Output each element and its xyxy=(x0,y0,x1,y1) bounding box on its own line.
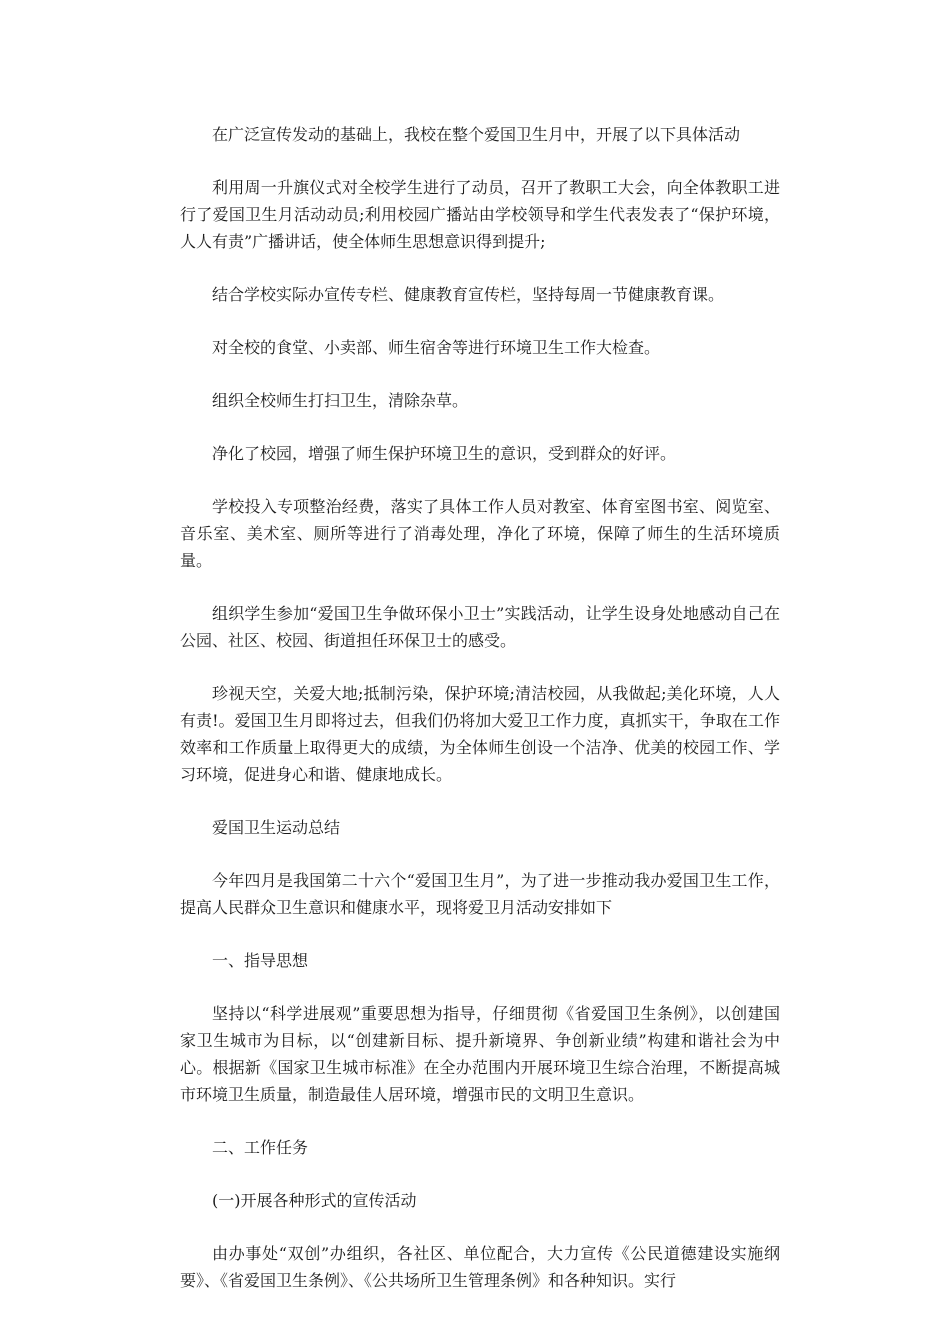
paragraph-cleanup: 组织全校师生打扫卫生，清除杂草。 xyxy=(212,391,469,410)
paragraph-closing: 珍视天空，关爱大地;抵制污染，保护环境;清洁校园，从我做起;美化环境，人人有责!。爱国卫生月即将过去，但我们仍将加大爱卫工作力度，真抓实干，争取在工作效率和工作质量上取得更大的成绩，为全体师生创设一个洁净、优美的校园工作、学习环境，促进身心和谐、健康地成长。 xyxy=(180,684,780,784)
document-body xyxy=(180,121,780,1320)
paragraph-activities-intro: 在广泛宣传发动的基础上，我校在整个爱国卫生月中，开展了以下具体活动 xyxy=(212,125,741,144)
section-heading-tasks: 二、工作任务 xyxy=(212,1138,309,1157)
paragraph-inspection: 对全校的食堂、小卖部、师生宿舍等进行环境卫生工作大检查。 xyxy=(212,338,661,357)
paragraph-april-intro: 今年四月是我国第二十六个“爱国卫生月”，为了进一步推动我办爱国卫生工作，提高人民群众卫生意识和健康水平，现将爱卫月活动安排如下 xyxy=(180,871,780,917)
paragraph-guiding-ideology: 坚持以“科学进展观”重要思想为指导，仔细贯彻《省爱国卫生条例》，以创建国家卫生城市为目标，以“创建新目标、提升新境界、争创新业绩”构建和谐社会为中心。根据新《国家卫生城市标准》在全办范围内开展环境卫生综合治理，不断提高城市环境卫生质量，制造最佳人居环境，增强市民的文明卫生意识。 xyxy=(180,1004,780,1104)
paragraph-campus-result: 净化了校园，增强了师生保护环境卫生的意识，受到群众的好评。 xyxy=(212,444,677,463)
paragraph-publicity: 由办事处“双创”办组织，各社区、单位配合，大力宣传《公民道德建设实施纲要》、《省爱国卫生条例》、《公共场所卫生管理条例》和各种知识。实行 xyxy=(180,1244,780,1290)
subsection-heading-publicity: (一)开展各种形式的宣传活动 xyxy=(212,1191,417,1210)
paragraph-disinfection: 学校投入专项整治经费，落实了具体工作人员对教室、体育室图书室、阅览室、音乐室、美术室、厕所等进行了消毒处理，净化了环境，保障了师生的生活环境质量。 xyxy=(180,497,780,570)
section-heading-summary: 爱国卫生运动总结 xyxy=(212,818,341,837)
paragraph-publicity-column: 结合学校实际办宣传专栏、健康教育宣传栏，坚持每周一节健康教育课。 xyxy=(212,285,725,304)
paragraph-practice-activity: 组织学生参加“爱国卫生争做环保小卫士”实践活动，让学生设身处地感动自己在公园、社区、校园、街道担任环保卫士的感受。 xyxy=(180,604,780,650)
paragraph-mobilization: 利用周一升旗仪式对全校学生进行了动员，召开了教职工大会，向全体教职工进行了爱国卫生月活动动员;利用校园广播站由学校领导和学生代表发表了“保护环境，人人有责”广播讲话，使全体师生思想意识得到提升; xyxy=(180,178,780,251)
section-heading-guiding-ideology: 一、指导思想 xyxy=(212,951,309,970)
